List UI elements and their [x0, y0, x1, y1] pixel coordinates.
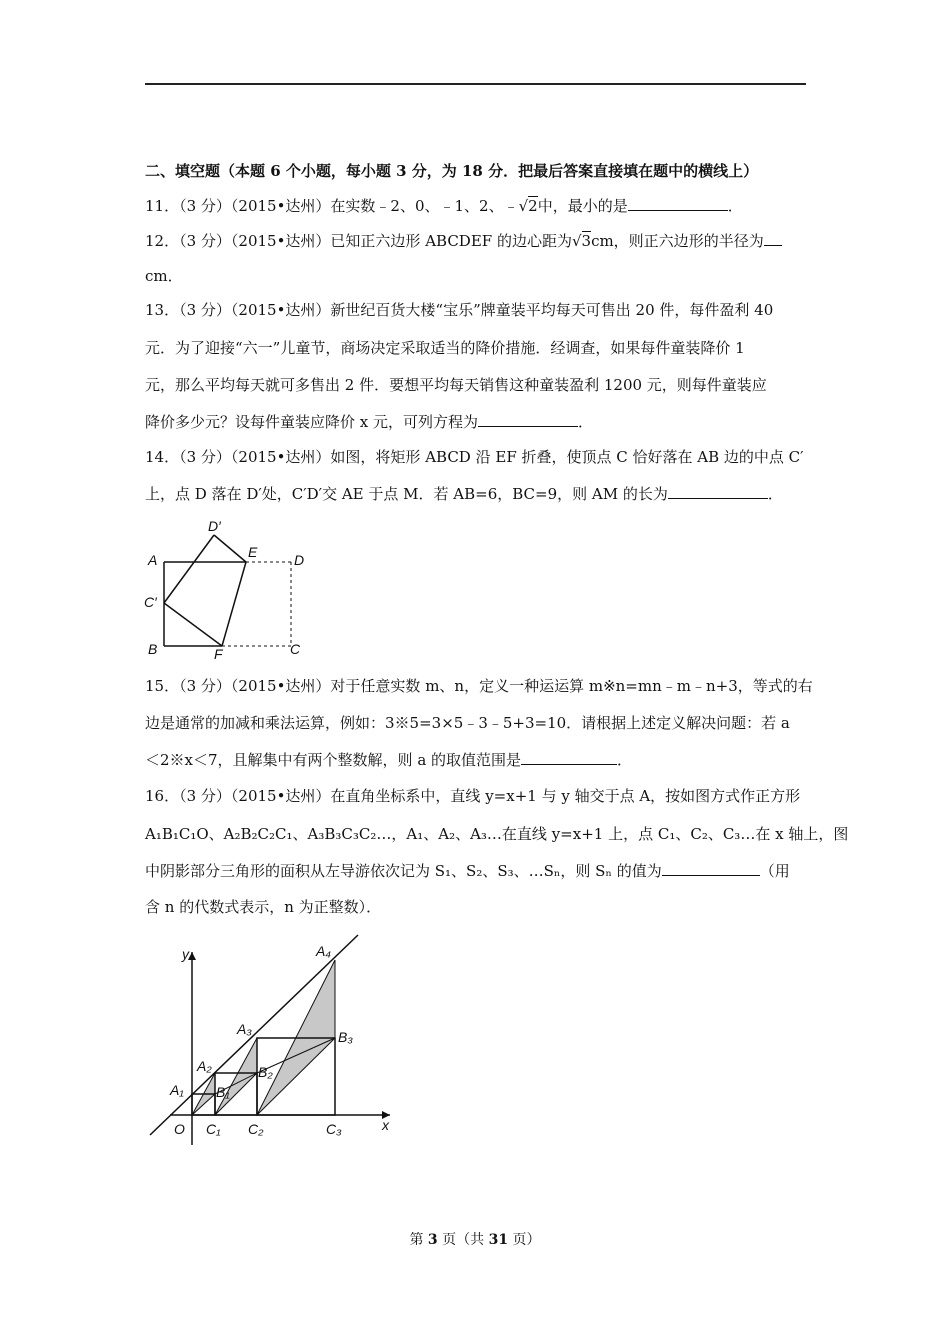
- q16-line4: 含 n 的代数式表示，n 为正整数）．: [145, 898, 382, 916]
- q14-end: ．: [767, 485, 783, 503]
- page-total: 31: [488, 1232, 509, 1248]
- q14-line1: 14．（3 分）（2015•达州）如图，将矩形 ABCD 沿 EF 折叠，使顶点 C 恰好落在 AB 边的中点 C′: [145, 448, 804, 466]
- label-C1: C₁: [206, 1121, 221, 1137]
- q15-answer-blank[interactable]: [521, 750, 617, 765]
- footer-pre: 第: [409, 1232, 428, 1248]
- label-C: C: [290, 641, 301, 657]
- page-footer: [0, 1229, 950, 1249]
- segment-CpF: [164, 603, 222, 646]
- q12-text-b: cm，则正六边形的半径为: [591, 232, 764, 250]
- label-C2: C₂: [248, 1121, 264, 1137]
- label-F: F: [214, 646, 223, 660]
- label-B: B: [148, 641, 158, 657]
- label-B3: B₃: [338, 1029, 353, 1045]
- label-C3: C₃: [326, 1121, 342, 1137]
- label-O: O: [174, 1121, 185, 1137]
- rectangle-fold-figure: [140, 515, 320, 660]
- label-D: D: [294, 552, 305, 568]
- q11-radicand: 2: [528, 197, 538, 215]
- q16-line2: A₁B₁C₁O、A₂B₂C₂C₁、A₃B₃C₃C₂…，A₁、A₂、A₃…在直线 y=x+1 上，点 C₁、C₂、C₃…在 x 轴上，图: [145, 825, 849, 843]
- label-A: A: [148, 552, 158, 568]
- footer-mid: 页（共: [437, 1232, 489, 1248]
- header-rule: [145, 83, 806, 85]
- q13-line3: 元，那么平均每天就可多售出 2 件．要想平均每天销售这种童装盈利 1200 元，则每件童装应: [145, 376, 767, 394]
- q13-line2: 元．为了迎接“六一”儿童节，商场决定采取适当的降价措施．经调查，如果每件童装降价 1: [145, 339, 745, 357]
- q16-text: 中阴影部分三角形的面积从左导游依次记为 S₁、S₂、S₃、…Sₙ，则 Sₙ 的值为: [145, 862, 662, 880]
- q13-line1: 13．（3 分）（2015•达州）新世纪百货大楼“宝乐”牌童装平均每天可售出 20 件，每件盈利 40: [145, 301, 774, 319]
- q12-text: 12．（3 分）（2015•达州）已知正六边形 ABCDEF 的边心距为: [145, 232, 572, 250]
- q12-radicand: 3: [581, 232, 592, 250]
- q13-end: ．: [578, 413, 594, 431]
- footer-post: 页）: [508, 1232, 541, 1248]
- q11-end: ．: [727, 197, 743, 215]
- q12-line2: cm．: [145, 267, 183, 285]
- q16-text-b: （用: [759, 862, 790, 880]
- q12-answer-blank[interactable]: [764, 231, 782, 246]
- q13-line4: [145, 412, 593, 432]
- question-11: [145, 196, 743, 216]
- label-y: y: [182, 946, 189, 962]
- label-E: E: [248, 544, 258, 560]
- label-A4: A₄: [316, 943, 331, 959]
- q13-answer-blank[interactable]: [478, 412, 578, 427]
- section-title: 二、填空题（本题 6 个小题，每小题 3 分，为 18 分．把最后答案直接填在题中的横线上）: [145, 162, 759, 180]
- squares-on-line-figure: [140, 930, 400, 1150]
- y-axis-arrow-icon: [188, 952, 196, 960]
- q15-line3: [145, 750, 632, 770]
- q14-line2: [145, 484, 783, 504]
- q13-text: 降价多少元？设每件童装应降价 x 元，可列方程为: [145, 413, 478, 431]
- q16-answer-blank[interactable]: [662, 861, 760, 876]
- segment-DpE: [214, 535, 246, 562]
- q14-answer-blank[interactable]: [668, 484, 768, 499]
- question-12: [145, 231, 782, 251]
- label-A1: A₁: [170, 1082, 184, 1098]
- label-Dprime: D′: [208, 518, 221, 534]
- label-B1: B₁: [216, 1084, 230, 1100]
- q16-line1: 16．（3 分）（2015•达州）在直角坐标系中，直线 y=x+1 与 y 轴交于点 A，按如图方式作正方形: [145, 787, 801, 805]
- label-x: x: [382, 1117, 389, 1133]
- sqrt-symbol: √: [518, 197, 529, 215]
- segment-CpDp: [164, 535, 214, 603]
- segment-EF: [222, 562, 246, 646]
- q15-line1: 15．（3 分）（2015•达州）对于任意实数 m、n，定义一种运运算 m※n=mn﹣m﹣n+3，等式的右: [145, 677, 813, 695]
- q15-line2: 边是通常的加减和乘法运算，例如：3※5=3×5﹣3﹣5+3=10．请根据上述定义解决问题：若 a: [145, 714, 790, 732]
- label-Cprime: C′: [144, 594, 157, 610]
- q15-end: ．: [617, 751, 633, 769]
- q14-text: 上，点 D 落在 D′处，C′D′交 AE 于点 M．若 AB=6，BC=9，则 AM 的长为: [145, 485, 668, 503]
- q11-answer-blank[interactable]: [628, 196, 728, 211]
- label-A2: A₂: [197, 1058, 212, 1074]
- label-B2: B₂: [258, 1064, 273, 1080]
- q15-text: ＜2※x＜7，且解集中有两个整数解，则 a 的取值范围是: [145, 751, 522, 769]
- sqrt-symbol: √: [571, 232, 582, 250]
- q16-line3: [145, 861, 790, 881]
- page-number: 3: [427, 1232, 438, 1248]
- q11-tail: 中，最小的是: [537, 197, 628, 215]
- q11-text: 11．（3 分）（2015•达州）在实数﹣2、0、﹣1、2、﹣: [145, 197, 519, 215]
- label-A3: A₃: [237, 1021, 252, 1037]
